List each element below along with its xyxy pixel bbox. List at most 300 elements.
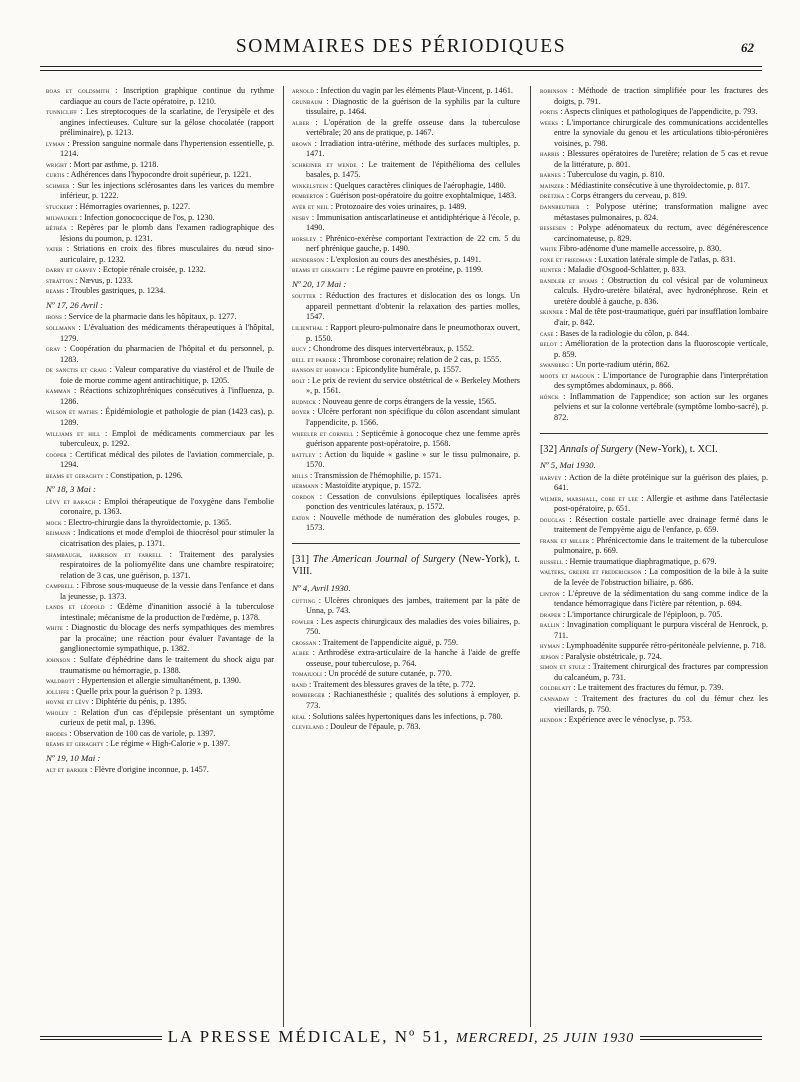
- article-entry: [46, 160, 274, 171]
- article-entry: [46, 450, 274, 471]
- article-title: : Guérison post-opératoire du goitre exophtalmique, 1483.: [323, 191, 517, 201]
- article-title: : Action de la diète protéinique sur la guérison des plaies, p. 641.: [554, 472, 768, 493]
- article-title: : Valeur comparative du viastérol et de l'huile de foie de morue comme agent antirachitique, p. 1205.: [60, 365, 274, 385]
- article-title: : La composition de la bile à la suite de la levée de l'obstruction biliaire, p. 686.: [554, 567, 769, 588]
- article-authors: swanberg: [540, 360, 570, 370]
- article-entry: [292, 513, 520, 534]
- article-title: : Nævus, p. 1233.: [73, 275, 133, 285]
- article-title: : Relation d'un cas d'épilepsie présentant un symptôme curieux de petit mal, p. 1396.: [60, 707, 274, 728]
- article-authors: hendon: [540, 715, 563, 725]
- article-entry: [540, 610, 768, 621]
- article-entry: [46, 276, 274, 287]
- article-authors: waldbott: [46, 676, 76, 686]
- article-title: : Obstruction du col vésical par de volumineux calculs. Hydro-uretère bilatéral, avec hydronéphrose. Rein et uretère doublé à gauche, p. 836.: [554, 275, 768, 306]
- article-entry: [540, 255, 768, 266]
- article-authors: jolliffe: [46, 686, 70, 696]
- article-authors: shambaugh, harrison et farrell: [46, 549, 162, 559]
- article-title: Fibro-adénome d'une mamelle accessoire, p. 830.: [557, 244, 722, 254]
- article-authors: boyer: [292, 407, 310, 417]
- journal-number: [31]: [292, 553, 309, 565]
- journal-heading: [292, 554, 520, 579]
- article-title: : Phrénicectomie dans le traitement de la tuberculose pulmonaire, p. 669.: [554, 535, 768, 556]
- article-authors: bessesen: [540, 223, 567, 233]
- article-title: : Hernie traumatique diaphragmatique, p. 679.: [563, 556, 717, 566]
- article-authors: béthéa: [46, 223, 67, 233]
- journal-title: Annals of Surgery: [559, 443, 633, 455]
- article-authors: beams et geraghty: [46, 470, 104, 480]
- article-authors: ballin: [540, 620, 560, 630]
- article-authors: jepson: [540, 651, 559, 661]
- article-entry: [540, 641, 768, 652]
- article-authors: irons: [46, 312, 63, 322]
- article-authors: douglas: [540, 514, 566, 524]
- article-entry: [540, 515, 768, 536]
- article-authors: foxe et friedman: [540, 254, 593, 264]
- article-authors: brown: [292, 138, 312, 148]
- article-authors: hönck: [540, 391, 559, 401]
- article-entry: [292, 265, 520, 276]
- article-title: : Fibrose sous-muqueuse de la vessie dans l'enfance et dans la jeunesse, p. 1373.: [60, 581, 274, 601]
- journal-place: (New-York), t. VIII.: [292, 553, 520, 578]
- article-authors: bandler et hyams: [540, 275, 598, 285]
- article-authors: johnson: [46, 654, 71, 664]
- article-authors: linton: [540, 588, 560, 598]
- article-title: : Traitement de l'appendicite aiguë, p. 759.: [316, 637, 459, 647]
- article-entry: [292, 722, 520, 733]
- article-entry: [292, 255, 520, 266]
- article-authors: hermann: [292, 481, 319, 491]
- article-title: : Un porte-radium utérin, 862.: [569, 360, 670, 370]
- article-title: : L'importance de l'urographie dans l'interprétation des symptômes abdominaux, p. 866.: [554, 370, 768, 391]
- article-title: : Sur les injections sclérosantes dans les varices du membre inférieur, p. 1222.: [60, 180, 274, 201]
- article-entry: [292, 213, 520, 234]
- article-authors: arnold: [292, 86, 315, 95]
- article-title: : Infection du vagin par les éléments Plaut-Vincent, p. 1461.: [314, 86, 513, 95]
- article-entry: [540, 202, 768, 223]
- article-title: : Flèvre d'origine inconnue, p. 1457.: [87, 765, 209, 775]
- article-title: : Les aspects chirurgicaux des maladies des voies biliaires, p. 750.: [306, 616, 520, 637]
- section-rule: [540, 433, 768, 434]
- article-entry: [540, 149, 768, 170]
- article-title: : Transmission de l'hémophilie, p. 1571.: [308, 470, 442, 480]
- page-number: 62: [741, 40, 754, 55]
- article-entry: [292, 86, 520, 97]
- article-authors: skinner: [540, 307, 564, 317]
- article-title: : L'épreuve de la sédimentation du sang comme indice de la tendance hémorragique dans l'ictère par rétention, p. 694.: [554, 588, 768, 609]
- article-authors: horsley: [292, 233, 317, 243]
- article-title: : Immunisation antiscarlatineuse et antidiphtérique à l'école, p. 1490.: [306, 212, 520, 233]
- article-authors: williams et hill: [46, 428, 101, 438]
- article-entry: [46, 697, 274, 708]
- article-entry: [540, 494, 768, 515]
- article-authors: soutter: [292, 291, 316, 301]
- article-authors: stratton: [46, 275, 74, 285]
- article-title: : Douleur de l'épaule, p. 783.: [323, 722, 421, 732]
- article-authors: frank et miller: [540, 535, 590, 545]
- article-entry: [46, 407, 274, 428]
- article-authors: reimann: [46, 528, 71, 538]
- article-entry: [46, 312, 274, 323]
- article-title: : Diphtérie du pénis, p. 1395.: [89, 697, 187, 707]
- article-authors: wheeler et cornell: [292, 428, 354, 438]
- article-title: : Pression sanguine normale dans l'hypertension essentielle, p. 1214.: [60, 138, 274, 159]
- article-title: : Infection gonococcique de l'os, p. 1230.: [77, 212, 215, 222]
- article-authors: stuckert: [46, 202, 74, 212]
- article-authors: nesby: [292, 212, 310, 222]
- column-2: [292, 86, 520, 733]
- article-entry: [46, 323, 274, 344]
- page-title: SOMMAIRES DES PÉRIODIQUES: [235, 36, 567, 57]
- article-authors: bolt: [292, 375, 306, 385]
- article-title: : Sulfate d'éphédrine dans le traitement du shock aigu par traumatisme ou hémorragie, p. 1388.: [60, 654, 274, 675]
- article-title: : Epicondylite humérale, p. 1557.: [349, 365, 462, 375]
- article-title: : Solutions salées hypertoniques dans les infections, p. 780.: [306, 711, 503, 721]
- article-entry: [540, 181, 768, 192]
- article-authors: schmier: [46, 180, 70, 190]
- article-entry: [46, 170, 274, 181]
- page-header: [40, 20, 762, 66]
- article-title: : Allergie et asthme dans l'atélectasie post-opératoire, p. 651.: [554, 493, 768, 514]
- article-authors: mills: [292, 470, 308, 480]
- article-authors: albee: [292, 648, 310, 658]
- article-entry: [292, 471, 520, 482]
- issue-heading: Nº 4, Avril 1930.: [292, 582, 351, 593]
- article-entry: [46, 655, 274, 676]
- article-authors: beams: [46, 286, 65, 296]
- article-title: : Ectopie rénale croisée, p. 1232.: [96, 265, 206, 275]
- article-title: : Septicémie à gonocoque chez une femme après guérison apparente post-opératoire, p. 1568.: [306, 428, 520, 449]
- article-entry: [540, 392, 768, 424]
- article-title: : Ulcère perforant non spécifique du côlon ascendant simulant l'appendicite, p. 1566.: [306, 407, 520, 427]
- article-authors: tunnicliff: [46, 107, 78, 117]
- article-title: : Certificat médical des pilotes de l'aviation commerciale, p. 1294.: [60, 449, 274, 470]
- article-authors: winkelstein: [292, 180, 329, 190]
- article-authors: dannreuther: [540, 202, 580, 212]
- article-entry: [540, 683, 768, 694]
- article-title: : Méthode de traction simplifiée pour les fractures des doigts, p. 791.: [554, 86, 768, 106]
- article-entry: [540, 118, 768, 150]
- issue-heading: Nº 19, 10 Mai :: [46, 752, 101, 763]
- article-title: : Traitement des fractures du col du fémur chez les vieillards, p. 750.: [554, 694, 768, 714]
- article-title: : Irradiation intra-utérine, méthode des surfaces multiples, p. 1471.: [306, 138, 520, 159]
- article-title: : Le traitement des fractures du fémur, p. 739.: [571, 683, 724, 693]
- article-authors: milwaukee: [46, 212, 78, 222]
- article-entry: [46, 223, 274, 244]
- article-authors: russell: [540, 556, 564, 566]
- article-title: : Traitement des blessures graves de la tête, p. 772.: [306, 679, 476, 689]
- article-title: : Cessation de convulsions épileptiques localisées après ponction des ventricules latéraux, p. 1572.: [306, 491, 520, 512]
- article-entry: [540, 86, 768, 107]
- column-3: [540, 86, 768, 726]
- article-entry: [540, 276, 768, 308]
- article-title: : Inflammation de l'appendice; son action sur les organes pelviens et sur la colonne vertébrale (symptôme lombo-sacré), p. 872.: [554, 391, 768, 422]
- article-title: : Œdème d'inanition associé à la tuberculose intestinale; mécanisme de la production de l'œdème, p. 1378.: [60, 602, 274, 622]
- issue-heading: Nº 18, 3 Mai :: [46, 484, 96, 495]
- article-title: : Mastoïdite atypique, p. 1572.: [318, 481, 422, 491]
- article-authors: cleveland: [292, 722, 324, 732]
- article-entry: [292, 450, 520, 471]
- article-entry: [540, 244, 768, 255]
- article-entry: [540, 567, 768, 588]
- article-authors: curtis: [46, 170, 65, 180]
- article-entry: [540, 662, 768, 683]
- article-entry: [46, 729, 274, 740]
- article-authors: boas et goldsmith: [46, 86, 110, 95]
- article-authors: moots et magoun: [540, 370, 595, 380]
- article-entry: [540, 371, 768, 392]
- article-authors: ayer et neil: [292, 202, 329, 212]
- article-authors: cannaday: [540, 694, 570, 704]
- article-title: : Arthrodèse extra-articulaire de la hanche à l'aide de greffe osseuse, pour tuberculose, p. 764.: [306, 648, 520, 668]
- article-authors: simon et stulz: [540, 662, 586, 672]
- article-title: : Coopération du pharmacien de l'hôpital et du personnel, p. 1283.: [60, 344, 274, 364]
- article-title: : Rachianesthésie ; qualités des solutions à employer, p. 773.: [306, 690, 520, 710]
- footer-date: MERCREDI, 25 JUIN 1930: [456, 1031, 635, 1046]
- article-title: : Invagination compliquant le purpura viscéral de Henrock, p. 711.: [554, 620, 768, 640]
- article-entry: [46, 765, 274, 776]
- article-authors: white: [540, 244, 558, 254]
- article-title: : Service de la pharmacie dans les hôpitaux, p. 1277.: [62, 312, 237, 322]
- article-entry: [46, 213, 274, 224]
- article-title: : L'importance chirurgicale des communications accidentelles entre la synoviale du genou et les articulations tibio-péronières voisines, p. 798.: [554, 117, 768, 148]
- article-title: : Troubles gastriques, p. 1234.: [64, 286, 166, 296]
- article-entry: [292, 191, 520, 202]
- article-title: : Le régime « High-Calorie » p. 1397.: [103, 739, 230, 749]
- article-authors: darry et garvey: [46, 265, 97, 275]
- article-title: : Action du liquide « gasline » sur le tissu pulmonaire, p. 1570.: [306, 449, 520, 470]
- article-title: : Constipation, p. 1296.: [103, 470, 183, 480]
- journal-title: The American Journal of Surgery: [312, 553, 455, 565]
- article-entry: [540, 652, 768, 663]
- article-authors: case: [540, 328, 554, 338]
- article-authors: rand: [292, 679, 307, 689]
- article-title: : Diagnostic de la guérison de la syphilis par la culture tissulaire, p. 1464.: [306, 96, 520, 117]
- article-title: : Médiastinite consécutive à une thyroïdectomie, p. 817.: [564, 180, 750, 190]
- article-entry: [292, 690, 520, 711]
- article-authors: eaton: [292, 512, 310, 522]
- article-title: : Chondrome des disques intervertébraux, p. 1552.: [306, 344, 475, 354]
- article-authors: harris: [540, 149, 560, 159]
- article-entry: [46, 739, 274, 750]
- article-authors: wilson et mathis: [46, 407, 99, 417]
- article-title: : Rapport pleuro-pulmonaire dans le pneumothorax ouvert, p. 1550.: [306, 323, 520, 343]
- article-entry: [292, 617, 520, 638]
- article-entry: [292, 712, 520, 723]
- article-title: : Réduction des fractures et dislocation des os longs. Un appareil permettant d'obtenir la relaxation des parties molles, 1547.: [306, 291, 520, 322]
- article-entry: [540, 307, 768, 328]
- column-1: [46, 86, 274, 776]
- article-title: : Ulcères chroniques des jambes, traitement par la pâte de Unna, p. 743.: [306, 595, 520, 616]
- article-authors: schreiner et wende: [292, 159, 357, 169]
- article-authors: dretzka: [540, 191, 565, 201]
- article-authors: bucy: [292, 344, 307, 354]
- journal-number: [32]: [540, 443, 557, 455]
- issue-heading: Nº 20, 17 Mai :: [292, 278, 347, 289]
- article-authors: wholey: [46, 707, 69, 717]
- article-entry: [46, 687, 274, 698]
- article-title: : Striations en croix des fibres musculaires du nœud sino-auriculaire, p. 1232.: [60, 244, 274, 264]
- article-entry: [292, 344, 520, 355]
- journal-place: (New-York), t. XCI.: [632, 443, 718, 455]
- article-authors: belot: [540, 339, 558, 349]
- article-authors: lilienthal: [292, 323, 324, 333]
- article-entry: [292, 596, 520, 617]
- article-title: : L'importance chirurgicale de l'épiploon, p. 705.: [560, 609, 723, 619]
- article-authors: rudnick: [292, 396, 317, 406]
- article-title: : Thrombose coronaire; relation de 2 cas, p. 1555.: [336, 354, 502, 364]
- article-title: : Luxation latérale simple de l'atlas, p. 831.: [592, 254, 736, 264]
- article-authors: alber: [292, 117, 310, 127]
- article-title: : Observation de 100 cas de variole, p. 1397.: [67, 728, 216, 738]
- article-title: : L'opération de la greffe osseuse dans la tuberculose vertébrale; 20 ans de pratique, p. 1467.: [306, 117, 520, 138]
- article-authors: battley: [292, 449, 316, 459]
- article-entry: [540, 715, 768, 726]
- article-title: : Quelques caractères cliniques de l'aérophagie, 1480.: [328, 180, 506, 190]
- article-title: : Tuberculose du vagin, p. 810.: [560, 170, 665, 180]
- article-entry: [46, 550, 274, 582]
- article-entry: [46, 471, 274, 482]
- article-authors: alt et barker: [46, 765, 88, 775]
- article-entry: [292, 407, 520, 428]
- article-authors: cutting: [292, 595, 316, 605]
- article-title: : Blessures opératoires de l'uretère; relation de 5 cas et revue de la littérature, p. 801.: [554, 149, 768, 169]
- article-title: : Amélioration de la protection dans la fluoroscopie verticale, p. 859.: [554, 339, 768, 359]
- article-entry: [46, 86, 274, 107]
- article-title: : Le prix de revient du service obstétrical de « Berkeley Mothers », p. 1561.: [305, 375, 520, 396]
- article-title: : Electro-chirurgie dans la thyroïdectomie, p. 1365.: [61, 517, 232, 527]
- article-title: : Nouveau genre de corps étrangers de la vessie, 1565.: [316, 396, 497, 406]
- article-entry: [540, 107, 768, 118]
- article-entry: [46, 386, 274, 407]
- article-entry: [46, 265, 274, 276]
- article-title: : L'évaluation des médicaments thérapeutiques à l'hôpital, 1279.: [60, 323, 274, 343]
- article-entry: [540, 536, 768, 557]
- article-entry: [292, 234, 520, 255]
- article-entry: [540, 620, 768, 641]
- article-entry: [46, 623, 274, 655]
- article-title: : Indications et mode d'emploi de thiocrésol pour stimuler la cicatrisation des plaies, p. 1371.: [60, 528, 274, 548]
- article-authors: fowler: [292, 616, 314, 626]
- article-entry: [292, 323, 520, 344]
- page-footer: [40, 1027, 762, 1049]
- section-rule: [292, 543, 520, 544]
- article-authors: lands et léopold: [46, 602, 105, 612]
- article-title: : Protozoaire des voies urinaires, p. 1489.: [328, 202, 467, 212]
- journal-heading: [540, 444, 768, 457]
- article-title: : Aspects cliniques et pathologiques de l'appendicite, p. 793.: [558, 107, 758, 117]
- article-authors: goldblatt: [540, 683, 572, 693]
- issue-heading: Nº 5, Mai 1930.: [540, 460, 596, 470]
- article-authors: lyman: [46, 138, 65, 148]
- article-entry: [46, 518, 274, 529]
- article-title: : Maladie d'Osgood-Schlatter, p. 833.: [561, 265, 686, 275]
- article-entry: [46, 429, 274, 450]
- article-title: : Diagnostic du blocage des nerfs sympathiques des membres par la procaïne; une réaction pour évaluer l'avantage de la ganglionectomie sympathique, p. 1382.: [60, 623, 274, 654]
- article-authors: mainzer: [540, 180, 565, 190]
- article-authors: crossan: [292, 637, 317, 647]
- article-authors: robinson: [540, 86, 568, 95]
- header-rule: [40, 66, 762, 67]
- article-authors: henderson: [292, 254, 325, 264]
- column-divider: [283, 86, 284, 1028]
- article-title: : Paralysie obstétricale, p. 724.: [558, 651, 662, 661]
- article-title: : Lymphoadénite suppurée rétro-péritonéale pelvienne, p. 718.: [559, 641, 766, 651]
- article-authors: hoyne et lévy: [46, 697, 90, 707]
- article-title: : Emploi de médicaments commerciaux par les tuberculeux, p. 1292.: [60, 428, 274, 449]
- article-entry: [46, 528, 274, 549]
- article-entry: [292, 638, 520, 649]
- article-authors: beams et geraghty: [46, 739, 104, 749]
- article-title: : Phrénico-exérèse comportant l'extraction de 22 cm. 5 du nerf phrénique gauche, p. 1490.: [306, 233, 520, 254]
- article-title: : Un procédé de suture cutanée, p. 770.: [322, 669, 452, 679]
- article-entry: [46, 244, 274, 265]
- article-entry: [292, 181, 520, 192]
- article-authors: keal: [292, 711, 307, 721]
- article-authors: portis: [540, 107, 559, 117]
- article-entry: [292, 397, 520, 408]
- article-entry: [540, 339, 768, 360]
- article-entry: [292, 481, 520, 492]
- article-authors: walters, greene et frederickson: [540, 567, 642, 577]
- article-entry: [46, 181, 274, 202]
- article-entry: [292, 492, 520, 513]
- article-entry: [292, 160, 520, 181]
- article-title: : Corps étrangers du cerveau, p. 819.: [564, 191, 688, 201]
- article-authors: hunter: [540, 265, 562, 275]
- article-entry: [540, 473, 768, 494]
- article-authors: cooper: [46, 449, 67, 459]
- article-authors: wilmer, marshall, cobe et lee: [540, 493, 639, 503]
- article-entry: [292, 669, 520, 680]
- article-authors: hanson et horwich: [292, 365, 350, 375]
- article-entry: [540, 360, 768, 371]
- article-title: : Le régime pauvre en protéine, p. 1199.: [349, 265, 484, 275]
- article-entry: [292, 291, 520, 323]
- article-title: : Hypertension et allergie simultanément, p. 1390.: [75, 676, 241, 686]
- article-title: : Traitement chirurgical des fractures par compression du calcanéum, p. 731.: [554, 662, 768, 682]
- article-title: : Le traitement de l'épithélioma des cellules basales, p. 1475.: [306, 159, 521, 180]
- article-entry: [540, 694, 768, 715]
- article-entry: [540, 329, 768, 340]
- article-entry: [292, 97, 520, 118]
- article-title: : Repères par le plomb dans l'examen radiographique des lésions du poumon, p. 1231.: [60, 223, 274, 243]
- issue-heading: Nº 17, 26 Avril :: [46, 299, 104, 310]
- article-authors: harvey: [540, 472, 562, 482]
- article-entry: [540, 170, 768, 181]
- article-authors: de sanctis et craig: [46, 365, 107, 375]
- article-authors: wright: [46, 159, 68, 169]
- article-entry: [292, 202, 520, 213]
- article-title: : Polypose utérine; transformation maligne avec métastases pulmonaires, p. 824.: [554, 202, 768, 222]
- article-authors: weeks: [540, 117, 559, 127]
- article-entry: [540, 223, 768, 244]
- article-entry: [292, 680, 520, 691]
- article-entry: [46, 107, 274, 139]
- article-title: : Résection costale partielle avec drainage fermé dans le traitement de l'empyème aigu de l'enfance, p. 659.: [554, 514, 768, 535]
- article-title: : L'explosion au cours des anesthésies, p. 1491.: [324, 254, 481, 264]
- article-entry: [540, 557, 768, 568]
- article-entry: [540, 589, 768, 610]
- article-title: : Emploi thérapeutique de l'oxygène dans l'embolie coronaire, p. 1363.: [60, 496, 274, 517]
- article-authors: lévy et barach: [46, 496, 96, 506]
- article-entry: [292, 118, 520, 139]
- article-entry: [46, 286, 274, 297]
- article-title: : Polype adénomateux du rectum, avec dégénérescence carcinomateuse, p. 829.: [554, 223, 768, 243]
- article-title: : Inscription graphique continue du rythme cardiaque au cours de l'acte opératoire, p. 1210.: [60, 86, 274, 106]
- article-entry: [46, 365, 274, 386]
- article-title: : Traitement des paralysies respiratoires de la poliomyélite dans une chambre respiratoire; relation de 3 cas, une guérison, p. 1371.: [60, 549, 274, 580]
- article-authors: pemberton: [292, 191, 324, 201]
